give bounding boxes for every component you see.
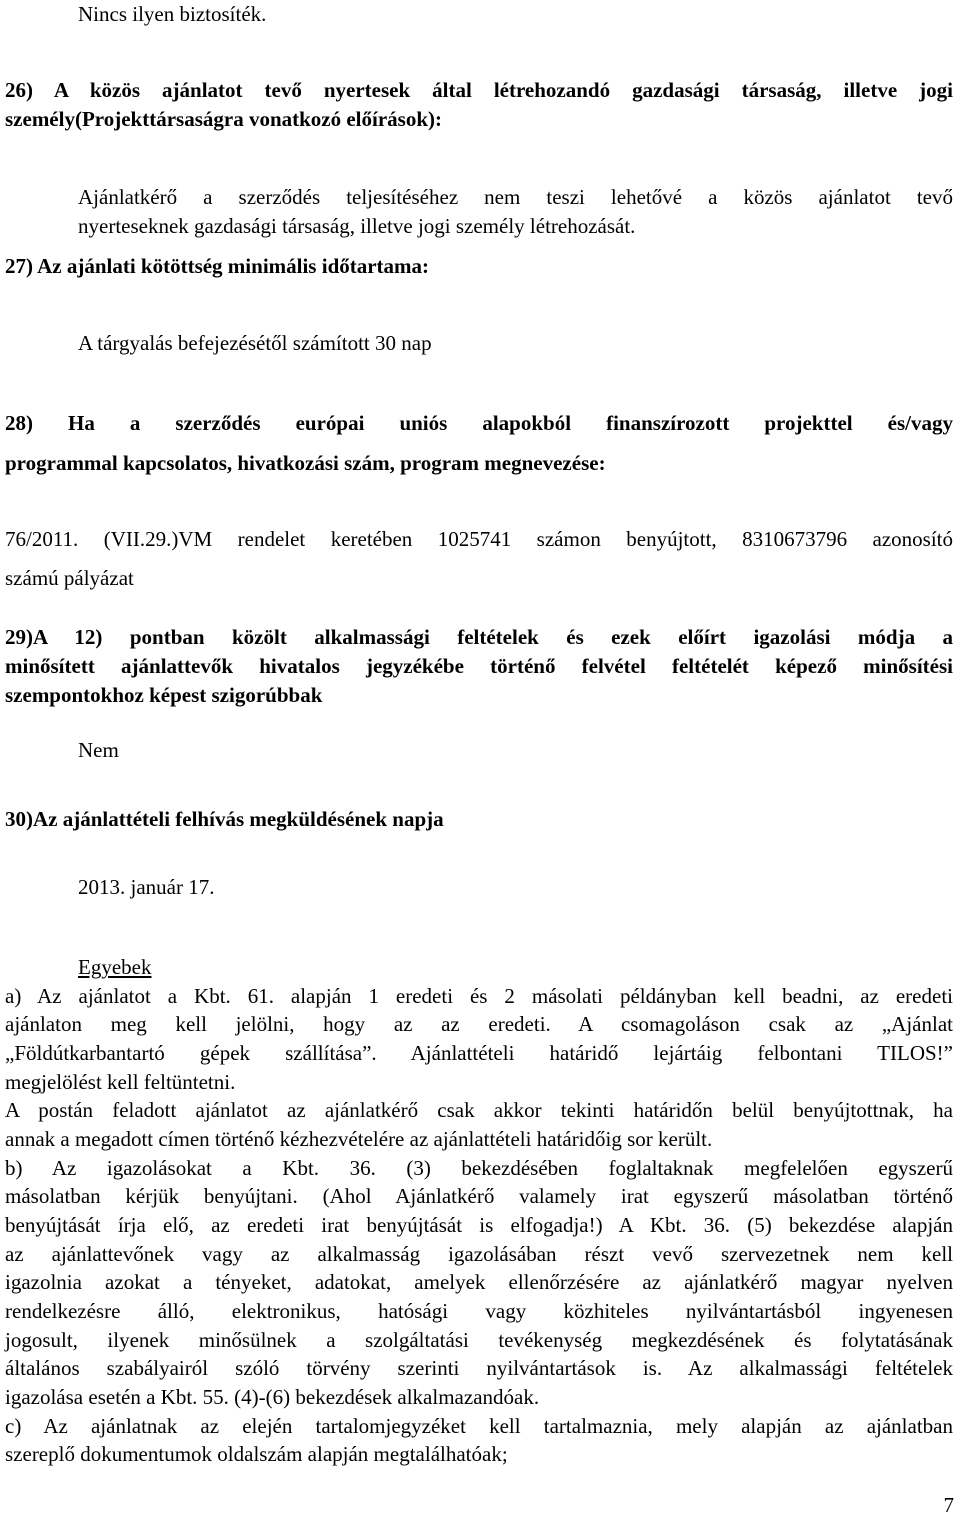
egyebek-line: ajánlaton meg kell jelölni, hogy az az eredeti. A csomagoláson csak az „Ajánlat [5,1012,953,1036]
section-26-answer-line1: Ajánlatkérő a szerződés teljesítéséhez nem teszi lehetővé a közös ajánlatot tevő [78,185,953,209]
section-28-heading-line2: programmal kapcsolatos, hivatkozási szám, program megnevezése: [5,451,606,475]
section-30-heading: 30)Az ajánlattételi felhívás megküldésének napja [5,807,444,831]
egyebek-title: Egyebek [78,955,152,979]
egyebek-line: c) Az ajánlatnak az elején tartalomjegyzéket kell tartalmaznia, mely alapján az ajánlatban [5,1414,953,1438]
egyebek-line: jogosult, ilyenek minősülnek a szolgáltatási tevékenység megkezdésének és folytatásának [5,1328,953,1352]
egyebek-line: „Földútkarbantartó gépek szállítása”. Ajánlattételi határidő lejártáig felbontani TILOS!” [5,1041,953,1065]
section-28-answer-line1: 76/2011. (VII.29.)VM rendelet keretében 1025741 számon benyújtott, 8310673796 azonosító [5,527,953,551]
section-29-answer: Nem [78,738,119,762]
egyebek-line: A postán feladott ajánlatot az ajánlatkérő csak akkor tekinti határidőn belül benyújtottnak, ha [5,1098,953,1122]
egyebek-line: az ajánlattevőnek vagy az alkalmasság igazolásában részt vevő szervezetnek nem kell [5,1242,953,1266]
egyebek-line: általános szabályairól szóló törvény szerinti nyilvántartások is. Az alkalmassági feltételek [5,1356,953,1380]
egyebek-line: rendelkezésre álló, elektronikus, hatósági vagy közhiteles nyilvántartásból ingyenesen [5,1299,953,1323]
egyebek-line: annak a megadott címen történő kézhezvételére az ajánlattételi határidőig sor került. [5,1127,713,1151]
section-26-heading-line1: 26) A közös ajánlatot tevő nyertesek által létrehozandó gazdasági társaság, illetve jogi [5,78,953,102]
egyebek-line: igazolnia azokat a tényeket, adatokat, amelyek ellenőrzésére az ajánlatkérő magyar nyelven [5,1270,953,1294]
egyebek-line: igazolása esetén a Kbt. 55. (4)-(6) bekezdések alkalmazandóak. [5,1385,540,1409]
section-26-heading-line2: személy(Projekttársaságra vonatkozó előírások): [5,107,443,131]
section-27-heading: 27) Az ajánlati kötöttség minimális időtartama: [5,254,430,278]
section-29-heading-line3: szempontokhoz képest szigorúbbak [5,683,323,707]
egyebek-line: másolatban kérjük benyújtani. (Ahol Ajánlatkérő valamely irat egyszerű másolatban történő [5,1184,953,1208]
egyebek-line: benyújtását írja elő, az eredeti irat benyújtását is elfogadja!) A Kbt. 36. (5) bekezdése alapján [5,1213,953,1237]
egyebek-line: megjelölést kell feltüntetni. [5,1070,236,1094]
egyebek-line: a) Az ajánlatot a Kbt. 61. alapján 1 eredeti és 2 másolati példányban kell beadni, az eredeti [5,984,953,1008]
guarantee-answer: Nincs ilyen biztosíték. [78,2,267,26]
egyebek-line: b) Az igazolásokat a Kbt. 36. (3) bekezdésében foglaltaknak megfelelően egyszerű [5,1156,953,1180]
section-30-answer: 2013. január 17. [78,875,215,899]
section-28-answer-line2: számú pályázat [5,566,134,590]
section-28-heading-line1: 28) Ha a szerződés európai uniós alapokból finanszírozott projekttel és/vagy [5,411,953,435]
section-29-heading-line1: 29)A 12) pontban közölt alkalmassági feltételek és ezek előírt igazolási módja a [5,625,953,649]
page-number: 7 [943,1493,954,1517]
section-27-answer: A tárgyalás befejezésétől számított 30 nap [78,331,432,355]
section-26-answer-line2: nyerteseknek gazdasági társaság, illetve jogi személy létrehozását. [78,214,636,238]
section-29-heading-line2: minősített ajánlattevők hivatalos jegyzékébe történő felvétel feltételét képező minősítési [5,654,953,678]
egyebek-line: szereplő dokumentumok oldalszám alapján megtalálhatóak; [5,1442,508,1466]
